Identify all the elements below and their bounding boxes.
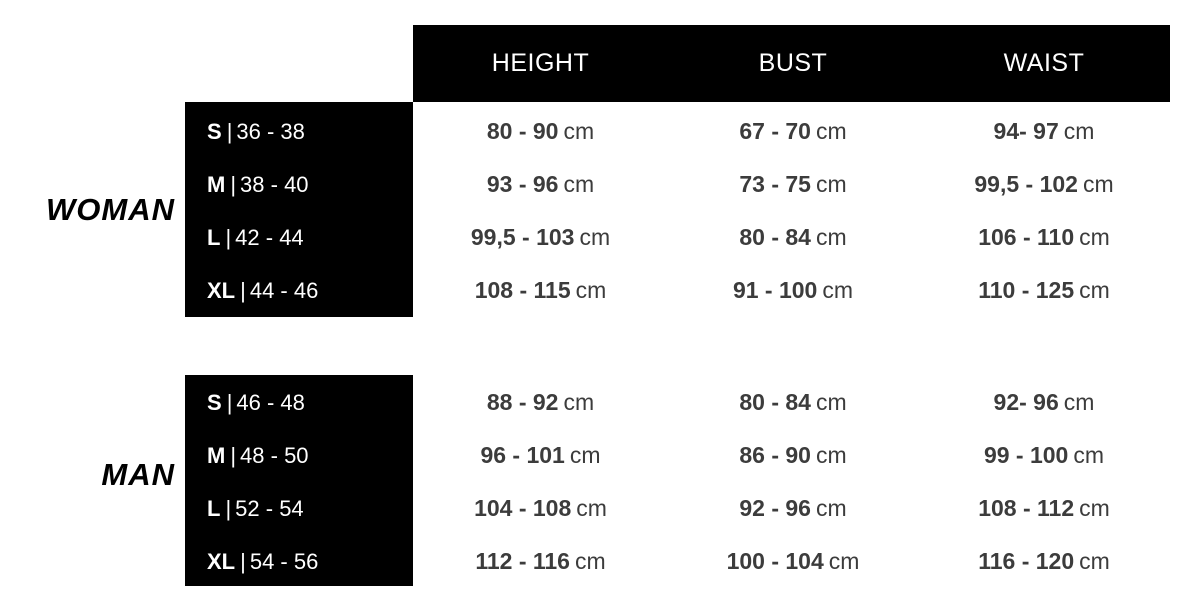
cell-unit: cm <box>1063 118 1095 144</box>
cell-unit: cm <box>575 277 607 303</box>
size-separator: | <box>226 119 233 144</box>
cell-height <box>413 211 668 264</box>
size-separator: | <box>225 496 232 521</box>
cell-value: 94- 97 <box>993 118 1059 144</box>
cell-unit: cm <box>563 118 595 144</box>
cell-waist <box>918 105 1170 158</box>
cell-unit: cm <box>563 171 595 197</box>
cell-value: 108 - 112 <box>978 495 1075 521</box>
cell-unit: cm <box>574 548 606 574</box>
size-code: S <box>207 119 222 144</box>
cell-unit: cm <box>1073 442 1105 468</box>
size-cell <box>185 264 413 317</box>
cell-value: 110 - 125 <box>978 277 1075 303</box>
table-row <box>185 429 1170 482</box>
cell-bust <box>668 482 918 535</box>
size-code: XL <box>207 278 236 303</box>
size-cell <box>185 482 413 535</box>
cell-unit: cm <box>1079 277 1110 303</box>
cell-unit: cm <box>569 442 601 468</box>
size-cell <box>185 211 413 264</box>
cell-value: 91 - 100 <box>732 277 818 303</box>
size-code: M <box>207 172 226 197</box>
cell-bust <box>668 158 918 211</box>
cell-height <box>413 158 668 211</box>
cell-unit: cm <box>576 495 607 521</box>
size-code: L <box>207 496 221 521</box>
cell-value: 104 - 108 <box>474 495 572 521</box>
cell-waist <box>918 535 1170 588</box>
cell-value: 80 - 84 <box>739 389 811 415</box>
cell-value: 99,5 - 102 <box>974 171 1078 197</box>
cell-height <box>413 429 668 482</box>
column-header-bust: BUST <box>758 49 828 77</box>
table-row <box>185 535 1170 588</box>
cell-unit: cm <box>1079 548 1110 574</box>
cell-value: 92 - 96 <box>739 495 811 521</box>
cell-value: 73 - 75 <box>739 171 811 197</box>
cell-unit: cm <box>815 495 847 521</box>
cell-bust <box>668 264 918 317</box>
cell-height <box>413 105 668 158</box>
size-range: 54 - 56 <box>249 549 319 574</box>
cell-unit: cm <box>563 389 595 415</box>
cell-value: 86 - 90 <box>739 442 811 468</box>
size-range: 38 - 40 <box>240 172 309 197</box>
cell-height <box>413 535 668 588</box>
cell-bust <box>668 211 918 264</box>
cell-unit: cm <box>1082 171 1114 197</box>
cell-unit: cm <box>828 548 860 574</box>
size-separator: | <box>240 549 246 574</box>
cell-unit: cm <box>815 224 847 250</box>
cell-waist <box>918 264 1170 317</box>
cell-waist <box>918 429 1170 482</box>
cell-bust <box>668 376 918 429</box>
cell-value: 112 - 116 <box>475 548 570 574</box>
cell-height <box>413 482 668 535</box>
table-header-band <box>413 25 1170 102</box>
cell-unit: cm <box>1079 495 1110 521</box>
size-range: 48 - 50 <box>240 443 309 468</box>
size-cell <box>185 429 413 482</box>
cell-value: 93 - 96 <box>486 171 559 197</box>
cell-unit: cm <box>1063 389 1095 415</box>
cell-value: 108 - 115 <box>474 277 571 303</box>
table-row <box>185 105 1170 158</box>
cell-unit: cm <box>815 171 847 197</box>
cell-height <box>413 264 668 317</box>
cell-bust <box>668 105 918 158</box>
table-row <box>185 211 1170 264</box>
group-label-man: MAN <box>101 457 175 492</box>
cell-unit: cm <box>815 118 847 144</box>
size-separator: | <box>240 278 246 303</box>
size-separator: | <box>230 172 237 197</box>
cell-value: 88 - 92 <box>486 389 559 415</box>
size-code: M <box>207 443 226 468</box>
cell-value: 100 - 104 <box>726 548 824 574</box>
cell-unit: cm <box>815 389 847 415</box>
column-header-height: HEIGHT <box>491 49 590 77</box>
size-cell <box>185 535 413 588</box>
cell-value: 99 - 100 <box>983 442 1069 468</box>
cell-unit: cm <box>822 277 854 303</box>
cell-unit: cm <box>1079 224 1110 250</box>
size-code: S <box>207 390 222 415</box>
cell-value: 116 - 120 <box>978 548 1075 574</box>
cell-unit: cm <box>815 442 847 468</box>
size-separator: | <box>225 225 232 250</box>
size-range: 52 - 54 <box>235 496 304 521</box>
cell-waist <box>918 482 1170 535</box>
size-range: 36 - 38 <box>236 119 305 144</box>
table-row <box>185 376 1170 429</box>
cell-value: 96 - 101 <box>480 442 565 468</box>
cell-waist <box>918 376 1170 429</box>
table-row <box>185 482 1170 535</box>
cell-waist <box>918 158 1170 211</box>
size-cell <box>185 105 413 158</box>
cell-value: 67 - 70 <box>739 118 811 144</box>
cell-value: 99,5 - 103 <box>470 224 575 250</box>
cell-unit: cm <box>579 224 611 250</box>
cell-height <box>413 376 668 429</box>
size-code: L <box>207 225 221 250</box>
size-cell <box>185 158 413 211</box>
cell-value: 80 - 84 <box>739 224 811 250</box>
cell-bust <box>668 429 918 482</box>
table-row <box>185 264 1170 317</box>
size-separator: | <box>230 443 237 468</box>
size-cell <box>185 376 413 429</box>
size-separator: | <box>226 390 233 415</box>
size-range: 42 - 44 <box>235 225 304 250</box>
cell-value: 106 - 110 <box>978 224 1075 250</box>
cell-bust <box>668 535 918 588</box>
table-row <box>185 158 1170 211</box>
size-range: 46 - 48 <box>236 390 305 415</box>
cell-waist <box>918 211 1170 264</box>
size-code: XL <box>207 549 236 574</box>
cell-value: 80 - 90 <box>486 118 559 144</box>
cell-value: 92- 96 <box>993 389 1059 415</box>
column-header-waist: WAIST <box>1003 49 1085 77</box>
size-range: 44 - 46 <box>249 278 319 303</box>
group-label-woman: WOMAN <box>46 192 175 227</box>
